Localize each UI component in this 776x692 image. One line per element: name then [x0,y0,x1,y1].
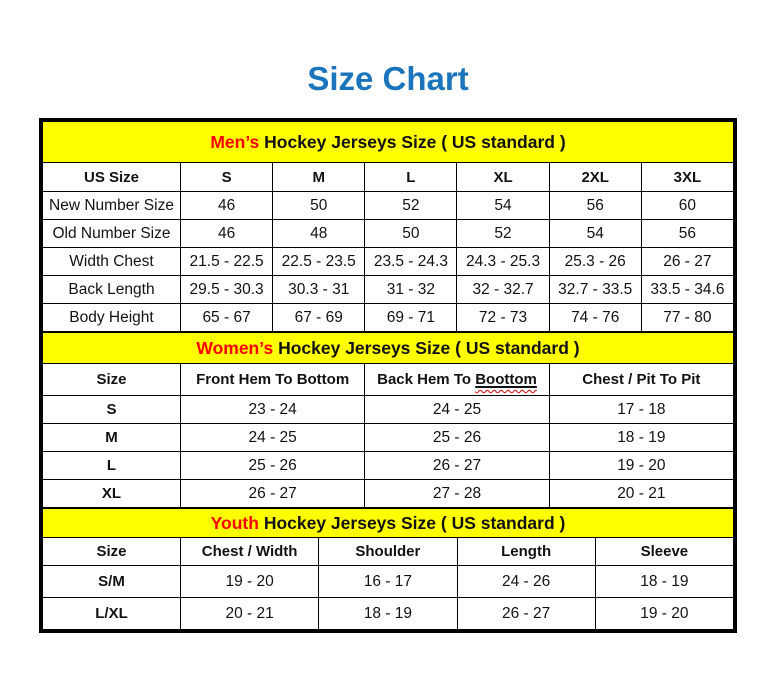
column-header: Size [43,364,181,396]
youth-table-body [43,566,734,630]
size-value-cell: 16 - 17 [319,566,457,598]
column-header: Front Hem To Bottom [181,364,365,396]
size-value-cell: 24.3 - 25.3 [457,248,549,276]
size-value-cell: 50 [273,192,365,220]
size-value-cell: 21.5 - 22.5 [181,248,273,276]
size-value-cell: 30.3 - 31 [273,276,365,304]
size-value-cell: 27 - 28 [365,480,549,508]
size-value-cell: 25.3 - 26 [549,248,641,276]
row-label: New Number Size [43,192,181,220]
mens-banner-cell [43,122,734,163]
size-value-cell: 19 - 20 [549,452,733,480]
spellcheck-squiggle-word: Boottom [475,371,537,388]
row-label: Body Height [43,304,181,332]
mens-header-row [43,163,734,192]
column-header: XL [457,163,549,192]
size-value-cell: 54 [457,192,549,220]
column-header: Sleeve [595,538,733,566]
size-value-cell: 31 - 32 [365,276,457,304]
row-label: S/M [43,566,181,598]
column-header: S [181,163,273,192]
size-value-cell: 56 [641,220,733,248]
size-value-cell: 65 - 67 [181,304,273,332]
size-value-cell: 60 [641,192,733,220]
row-label: XL [43,480,181,508]
size-value-cell: 52 [457,220,549,248]
row-label: S [43,396,181,424]
column-header: M [273,163,365,192]
size-value-cell: 18 - 19 [595,566,733,598]
size-value-cell: 17 - 18 [549,396,733,424]
size-value-cell: 24 - 26 [457,566,595,598]
size-value-cell: 29.5 - 30.3 [181,276,273,304]
table-row [43,566,734,598]
size-value-cell: 23.5 - 24.3 [365,248,457,276]
row-label: Width Chest [43,248,181,276]
size-value-cell: 74 - 76 [549,304,641,332]
size-value-cell: 18 - 19 [549,424,733,452]
column-header: 3XL [641,163,733,192]
youth-size-table [42,508,734,630]
size-value-cell: 19 - 20 [181,566,319,598]
column-header: Size [43,538,181,566]
size-value-cell: 25 - 26 [365,424,549,452]
youth-banner-cell [43,509,734,538]
column-header: Chest / Width [181,538,319,566]
womens-banner-text: Hockey Jerseys Size ( US standard ) [278,337,580,358]
size-value-cell: 32 - 32.7 [457,276,549,304]
size-value-cell: 56 [549,192,641,220]
column-header: 2XL [549,163,641,192]
womens-table-body [43,396,734,508]
size-value-cell: 19 - 20 [595,598,733,630]
column-header: Shoulder [319,538,457,566]
column-header: Back Hem To Boottom [365,364,549,396]
row-label: L/XL [43,598,181,630]
size-value-cell: 50 [365,220,457,248]
row-label: Old Number Size [43,220,181,248]
column-header: L [365,163,457,192]
column-header: Length [457,538,595,566]
mens-table-body [43,192,734,332]
size-value-cell: 46 [181,192,273,220]
mens-banner-text: Hockey Jerseys Size ( US standard ) [264,131,566,152]
womens-banner-highlight: Women’s [196,337,274,358]
size-value-cell: 26 - 27 [181,480,365,508]
table-row [43,480,734,508]
table-row [43,424,734,452]
womens-banner-cell [43,333,734,364]
youth-section-banner [43,509,734,538]
row-label: M [43,424,181,452]
size-value-cell: 69 - 71 [365,304,457,332]
size-value-cell: 32.7 - 33.5 [549,276,641,304]
table-row [43,248,734,276]
size-value-cell: 26 - 27 [365,452,549,480]
table-row [43,396,734,424]
womens-section-banner [43,333,734,364]
size-value-cell: 54 [549,220,641,248]
column-header: Chest / Pit To Pit [549,364,733,396]
underlined-word [475,371,537,388]
size-value-cell: 22.5 - 23.5 [273,248,365,276]
size-value-cell: 46 [181,220,273,248]
size-value-cell: 20 - 21 [181,598,319,630]
size-chart-table-group [39,118,737,633]
size-value-cell: 77 - 80 [641,304,733,332]
table-row [43,598,734,630]
womens-header-row [43,364,734,396]
mens-banner-highlight: Men’s [210,131,260,152]
size-value-cell: 52 [365,192,457,220]
column-header: US Size [43,163,181,192]
size-value-cell: 26 - 27 [641,248,733,276]
size-value-cell: 18 - 19 [319,598,457,630]
mens-size-table [42,121,734,332]
size-value-cell: 48 [273,220,365,248]
table-row [43,276,734,304]
size-value-cell: 20 - 21 [549,480,733,508]
size-value-cell: 67 - 69 [273,304,365,332]
youth-header-row [43,538,734,566]
youth-banner-text: Hockey Jerseys Size ( US standard ) [263,512,566,533]
mens-section-banner [43,122,734,163]
size-value-cell: 24 - 25 [181,424,365,452]
womens-size-table [42,332,734,508]
table-row [43,304,734,332]
row-label: L [43,452,181,480]
table-row [43,220,734,248]
size-value-cell: 24 - 25 [365,396,549,424]
row-label: Back Length [43,276,181,304]
size-value-cell: 26 - 27 [457,598,595,630]
table-row [43,452,734,480]
page-title: Size Chart [307,60,469,97]
size-value-cell: 25 - 26 [181,452,365,480]
table-row [43,192,734,220]
size-value-cell: 33.5 - 34.6 [641,276,733,304]
youth-banner-highlight: Youth [210,512,259,533]
size-value-cell: 23 - 24 [181,396,365,424]
size-value-cell: 72 - 73 [457,304,549,332]
